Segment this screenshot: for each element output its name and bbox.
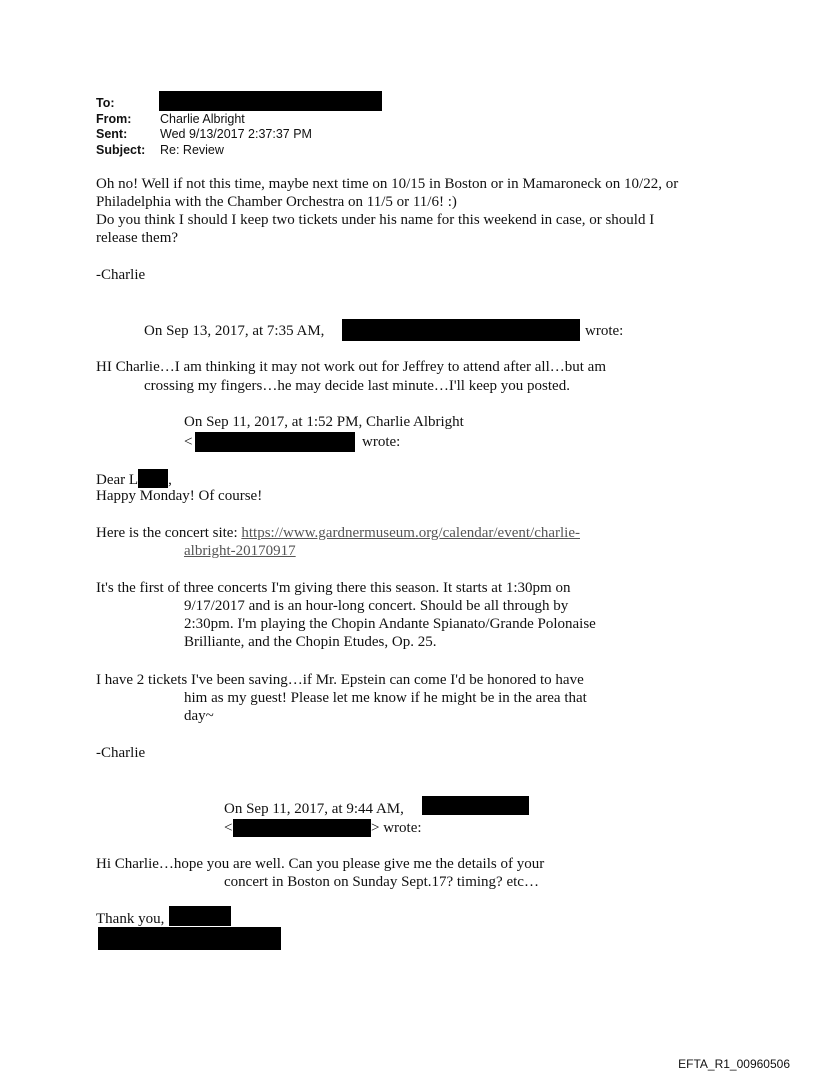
site-line (96, 524, 580, 543)
concert-site-link-cont[interactable]: albright-20170917 (184, 543, 296, 559)
subject-label: Subject: (96, 143, 146, 157)
document-id: EFTA_R1_00960506 (678, 1057, 790, 1071)
quote1-on-line: On Sep 13, 2017, at 7:35 AM, (144, 323, 325, 339)
signature-1: -Charlie (96, 267, 146, 283)
tickets-line-2: him as my guest! Please let me know if he might be in the area that (184, 690, 587, 706)
concert-line-1: It's the first of three concerts I'm giving there this season. It starts at 1:30pm on (96, 580, 571, 596)
tickets-line-3: day~ (184, 708, 214, 724)
from-value: Charlie Albright (160, 112, 245, 126)
redaction-thanks-name (169, 906, 231, 926)
concert-line-4: Brilliante, and the Chopin Etudes, Op. 25. (184, 634, 437, 650)
from-label: From: (96, 112, 132, 126)
redaction-signature-block (98, 927, 281, 950)
redaction-to (159, 91, 382, 111)
body-line-1: Oh no! Well if not this time, maybe next time on 10/15 in Boston or in Mamaroneck on 10/22, or (96, 176, 679, 192)
site-prefix: Here is the concert site: (96, 525, 242, 541)
quote2-wrote: wrote: (362, 434, 401, 450)
quote2-on-line: On Sep 11, 2017, at 1:52 PM, Charlie Albright (184, 414, 464, 430)
redaction-quote2-email (195, 432, 355, 452)
tickets-line-1: I have 2 tickets I've been saving…if Mr. Epstein can come I'd be honored to have (96, 672, 584, 688)
concert-line-3: 2:30pm. I'm playing the Chopin Andante Spianato/Grande Polonaise (184, 616, 596, 632)
redaction-recipient-name (138, 469, 168, 488)
to-label: To: (96, 96, 115, 110)
quote3-on-line: On Sep 11, 2017, at 9:44 AM, (224, 801, 404, 817)
sent-value: Wed 9/13/2017 2:37:37 PM (160, 127, 312, 141)
signature-2: -Charlie (96, 745, 146, 761)
body-line-4: release them? (96, 230, 179, 246)
body-line-3: Do you think I should I keep two tickets under his name for this weekend in case, or should I (96, 212, 655, 228)
redaction-quote1-sender (342, 319, 580, 341)
quote1-line-1: HI Charlie…I am thinking it may not work out for Jeffrey to attend after all…but am (96, 359, 607, 375)
body-line-2: Philadelphia with the Chamber Orchestra on 11/5 or 11/6! :) (96, 194, 457, 210)
sent-label: Sent: (96, 127, 128, 141)
concert-line-2: 9/17/2017 and is an hour-long concert. Should be all through by (184, 598, 569, 614)
happy-line: Happy Monday! Of course! (96, 488, 263, 504)
redaction-quote3-sender (422, 796, 529, 815)
dear-comma: , (168, 472, 172, 488)
quote3-line-1: Hi Charlie…hope you are well. Can you please give me the details of your (96, 856, 545, 872)
thanks-line: Thank you, (96, 911, 165, 927)
concert-site-link[interactable]: https://www.gardnermuseum.org/calendar/event/charlie- (241, 525, 580, 541)
redaction-quote3-email (233, 819, 371, 837)
quote3-wrote: > wrote: (371, 820, 422, 836)
site-line-2 (184, 542, 296, 561)
quote1-line-2: crossing my fingers…he may decide last minute…I'll keep you posted. (144, 378, 570, 394)
quote3-line-2: concert in Boston on Sunday Sept.17? timing? etc… (224, 874, 539, 890)
subject-value: Re: Review (160, 143, 224, 157)
quote1-wrote: wrote: (585, 323, 624, 339)
dear-text: Dear L (96, 472, 139, 488)
quote3-lt: < (224, 820, 233, 836)
quote2-lt: < (184, 434, 193, 450)
